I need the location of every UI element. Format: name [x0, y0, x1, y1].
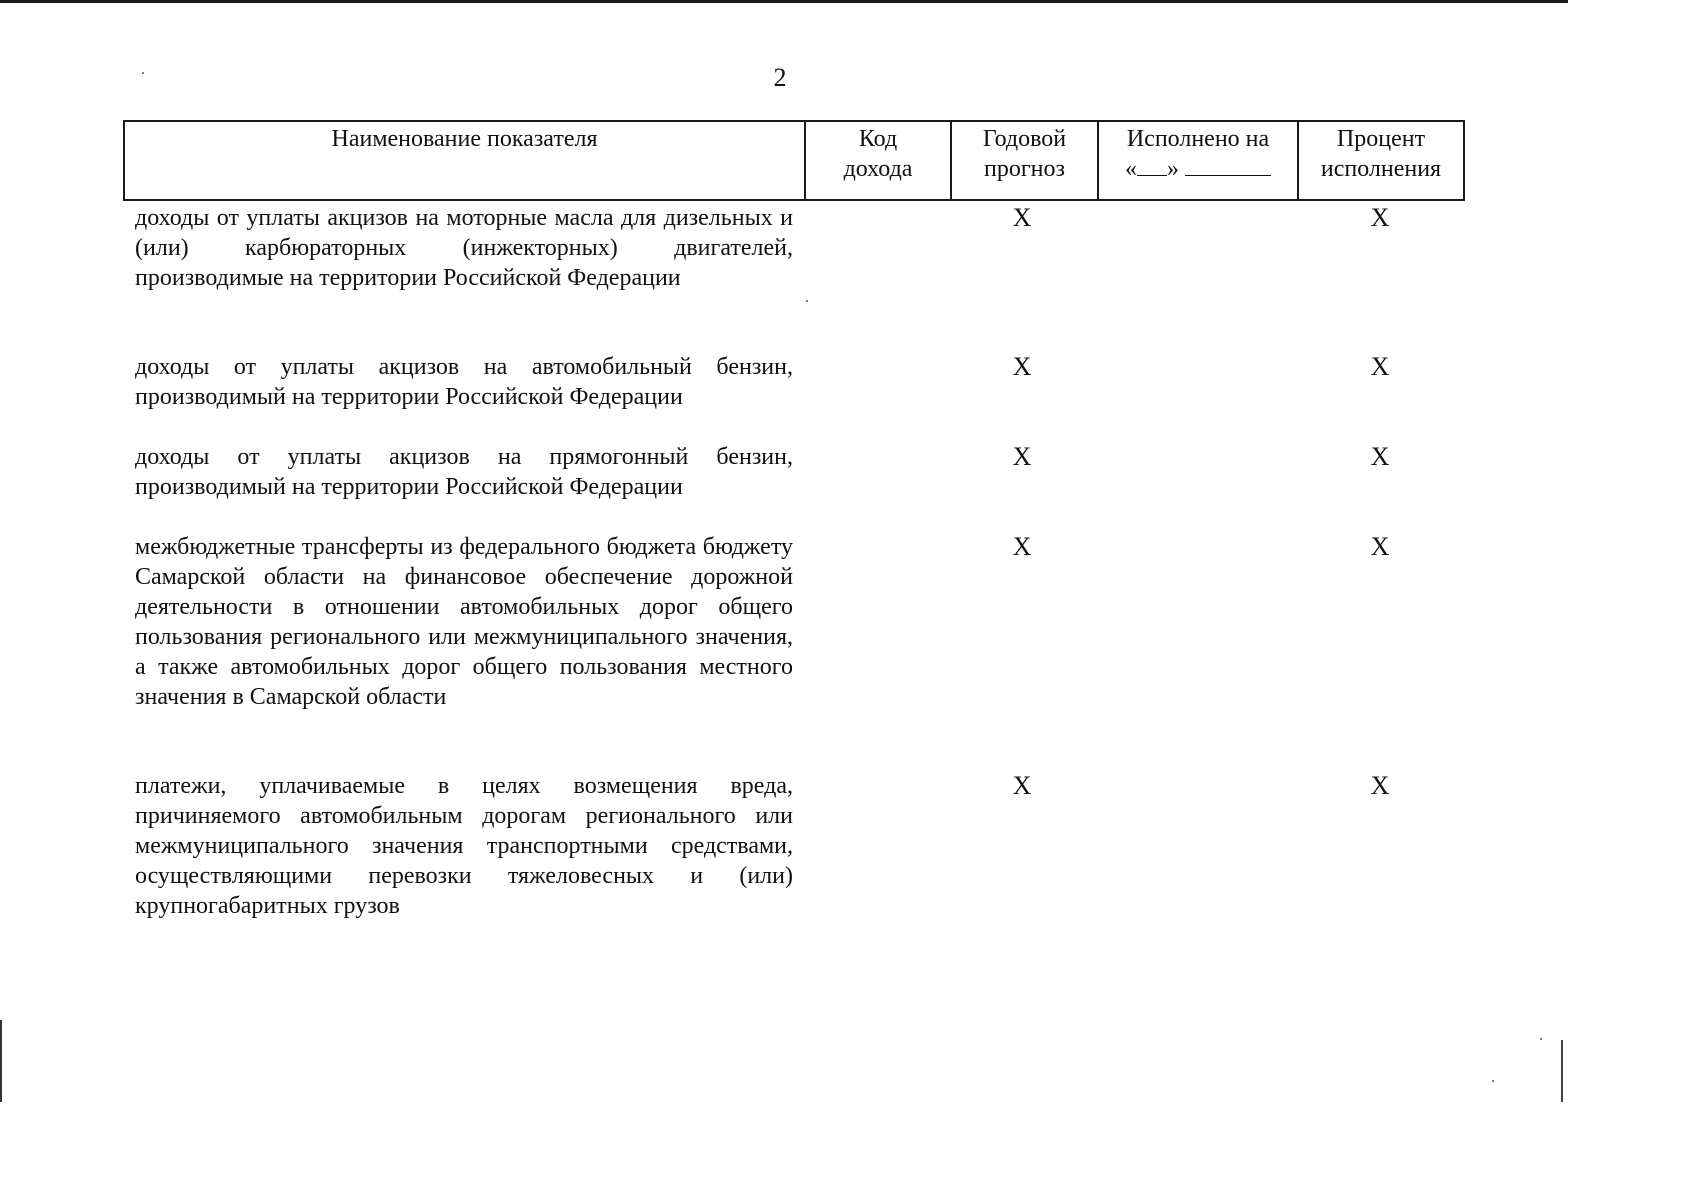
- header-percent-cell: [1297, 122, 1463, 199]
- table-header: [123, 120, 1465, 201]
- open-quote: «: [1125, 156, 1137, 182]
- row-indicator-name: доходы от уплаты акцизов на моторные масла для дизельных и (или) карбюраторных (инжекторных) двигателей, производимые на территории Российской Федерации: [135, 205, 793, 291]
- row-indicator-name: доходы от уплаты акцизов на автомобильный бензин, производимый на территории Российской Федерации: [135, 354, 793, 410]
- month-blank-line: [1185, 157, 1271, 176]
- header-forecast-line2: прогноз: [983, 156, 1065, 182]
- close-quote: »: [1167, 156, 1179, 182]
- header-executed-line1: Исполнено на: [1126, 126, 1270, 152]
- row-forecast-mark: X: [1012, 442, 1032, 471]
- row-percent-mark: X: [1370, 532, 1390, 561]
- header-executed-cell: [1097, 122, 1297, 199]
- row-indicator-name: платежи, уплачиваемые в целях возмещения вреда, причиняемого автомобильным дорогам регионального или межмуниципального значения транспортными средствами, осуществляющими перевозки тяжеловесных и (или) крупногабаритных грузов: [135, 773, 793, 919]
- scan-top-edge: [0, 0, 1568, 3]
- row-forecast-mark: X: [1012, 203, 1032, 232]
- header-name-cell: [125, 122, 804, 199]
- row-percent-mark: X: [1370, 203, 1390, 232]
- row-indicator-name: межбюджетные трансферты из федерального бюджета бюджету Самарской области на финансовое обеспечение дорожной деятельности в отношении автомобильных дорог общего пользования регионального или межмуниципального значения, а также автомобильных дорог общего пользования местного значения в Самарской области: [135, 534, 793, 710]
- scan-speck: [806, 300, 808, 302]
- day-blank-line: [1137, 157, 1167, 176]
- row-forecast-mark: X: [1012, 771, 1032, 800]
- header-code-line1: Код: [858, 126, 898, 152]
- row-forecast-mark: X: [1012, 352, 1032, 381]
- header-name: Наименование показателя: [331, 126, 598, 152]
- row-percent-mark: X: [1370, 352, 1390, 381]
- row-forecast-mark: X: [1012, 532, 1032, 561]
- header-code-cell: [804, 122, 950, 199]
- scan-speck: [1540, 1038, 1542, 1040]
- page-number: 2: [773, 63, 787, 92]
- scan-left-edge: [0, 1020, 2, 1102]
- row-indicator-name: доходы от уплаты акцизов на прямогонный бензин, производимый на территории Российской Федерации: [135, 444, 793, 500]
- scan-right-edge: [1561, 1040, 1563, 1102]
- header-forecast-line1: Годовой: [982, 126, 1067, 152]
- row-percent-mark: X: [1370, 771, 1390, 800]
- header-executed-date-blank: [1099, 154, 1297, 184]
- scan-speck: [1492, 1080, 1494, 1082]
- header-percent-line2: исполнения: [1320, 156, 1442, 182]
- header-percent-line1: Процент: [1336, 126, 1426, 152]
- header-code-line2: дохода: [843, 156, 913, 182]
- row-percent-mark: X: [1370, 442, 1390, 471]
- scan-speck: [142, 72, 144, 74]
- header-forecast-cell: [950, 122, 1097, 199]
